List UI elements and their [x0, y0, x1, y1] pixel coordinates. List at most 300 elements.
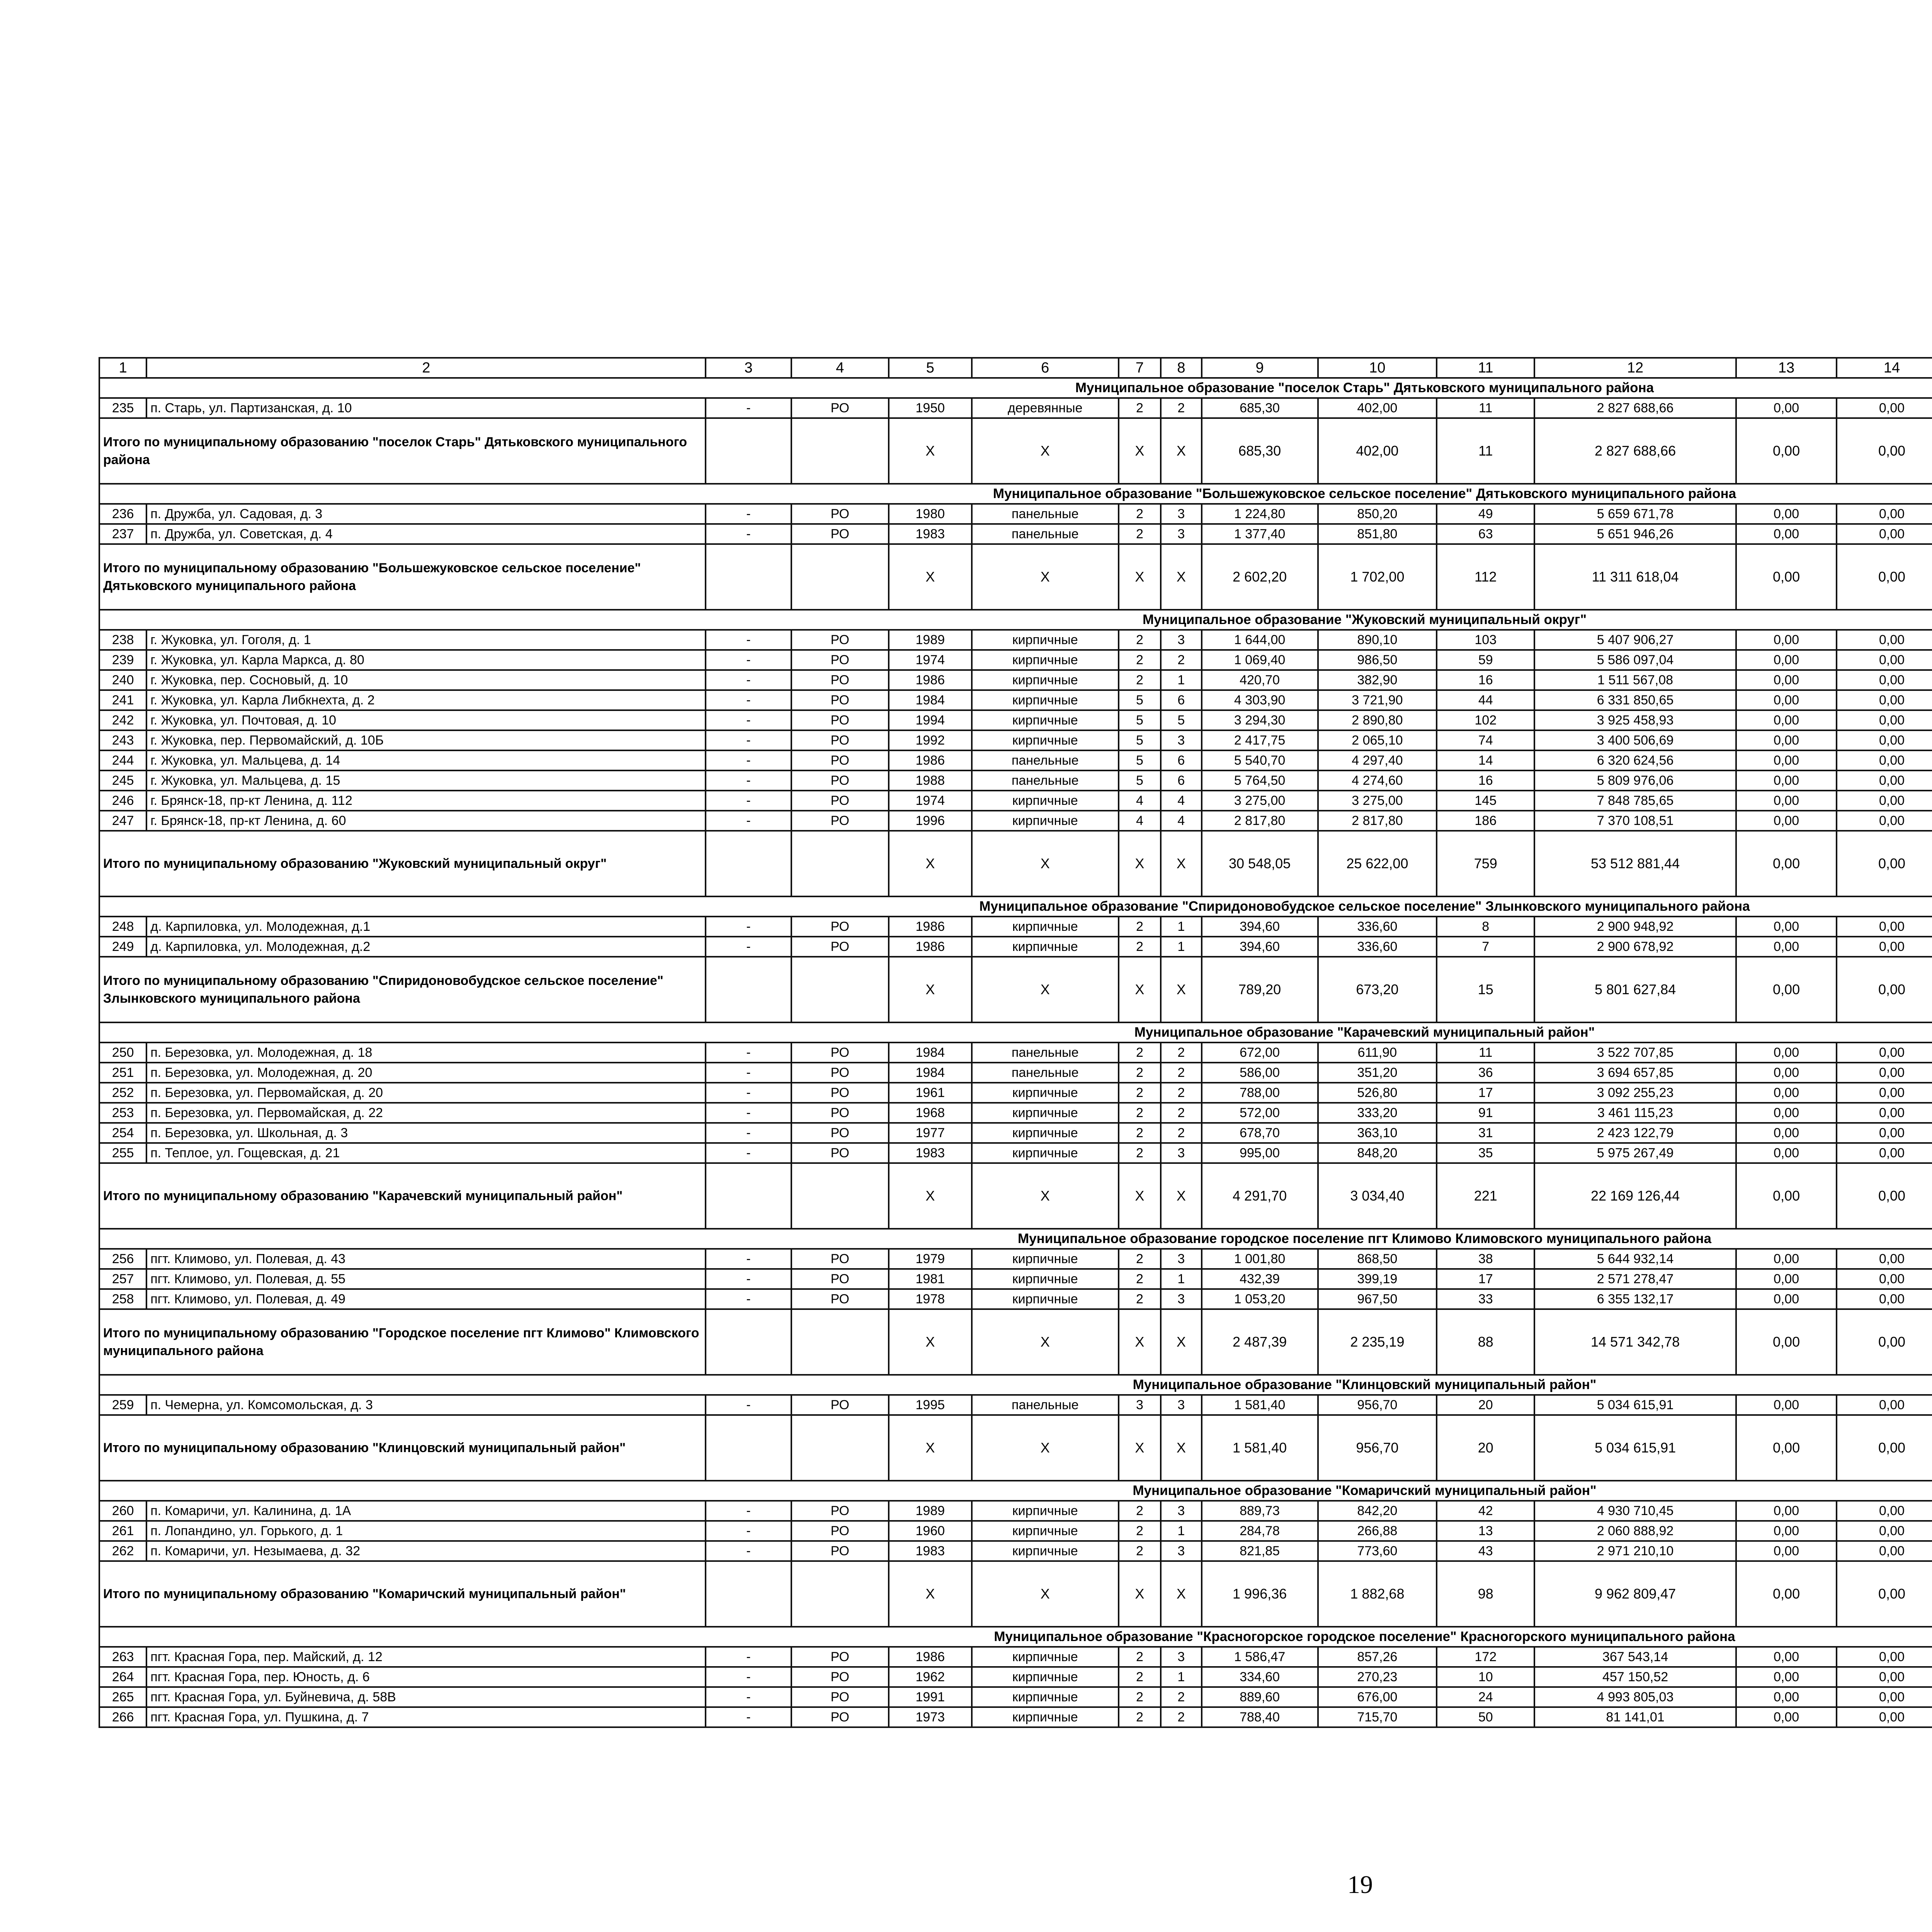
- column-number: 3: [706, 358, 791, 378]
- address-cell: пгт. Красная Гора, ул. Буйневича, д. 58В: [146, 1687, 706, 1707]
- table-row: [99, 917, 1932, 937]
- table-cell: 1996: [889, 811, 972, 831]
- table-cell: 260: [99, 1501, 146, 1521]
- table-cell: 2 890,80: [1318, 710, 1437, 730]
- table-cell: 1989: [889, 1501, 972, 1521]
- table-cell: 36: [1437, 1063, 1534, 1083]
- table-cell: 432,39: [1202, 1269, 1318, 1289]
- table-cell: 842,20: [1318, 1501, 1437, 1521]
- table-cell: 0,00: [1837, 650, 1932, 670]
- section-title: Муниципальное образование "Комаричский муниципальный район": [99, 1481, 1932, 1501]
- table-cell: 420,70: [1202, 670, 1318, 690]
- table-cell: РО: [791, 1123, 889, 1143]
- section-title-row: [99, 1375, 1932, 1395]
- table-row: [99, 690, 1932, 710]
- address-cell: г. Жуковка, ул. Мальцева, д. 14: [146, 750, 706, 770]
- total-label: Итого по муниципальному образованию "Клинцовский муниципальный район": [99, 1415, 706, 1481]
- table-cell: РО: [791, 690, 889, 710]
- total-cell: [791, 1561, 889, 1627]
- table-cell: 333,20: [1318, 1103, 1437, 1123]
- table-cell: -: [706, 730, 791, 750]
- table-cell: 0,00: [1736, 791, 1837, 811]
- table-cell: 16: [1437, 670, 1534, 690]
- total-cell: [706, 831, 791, 896]
- table-cell: РО: [791, 1541, 889, 1561]
- table-row: [99, 730, 1932, 750]
- total-cell: 0,00: [1736, 831, 1837, 896]
- total-cell: 88: [1437, 1309, 1534, 1375]
- table-cell: 2: [1119, 1707, 1161, 1727]
- total-cell: [706, 1163, 791, 1229]
- table-cell: 0,00: [1837, 670, 1932, 690]
- table-cell: 264: [99, 1667, 146, 1687]
- table-cell: РО: [791, 504, 889, 524]
- table-cell: 850,20: [1318, 504, 1437, 524]
- table-row: [99, 811, 1932, 831]
- section-title-row: [99, 1627, 1932, 1647]
- total-cell: X: [889, 1415, 972, 1481]
- total-cell: [706, 418, 791, 484]
- total-cell: 53 512 881,44: [1534, 831, 1736, 896]
- table-cell: 2 060 888,92: [1534, 1521, 1736, 1541]
- table-cell: 2 827 688,66: [1534, 398, 1736, 418]
- table-cell: 1986: [889, 937, 972, 957]
- table-cell: 986,50: [1318, 650, 1437, 670]
- table-row: [99, 1647, 1932, 1667]
- table-cell: -: [706, 1269, 791, 1289]
- housing-repair-table: [99, 357, 1932, 1728]
- table-row: [99, 398, 1932, 418]
- table-cell: 251: [99, 1063, 146, 1083]
- total-cell: X: [889, 831, 972, 896]
- table-cell: 2: [1119, 1249, 1161, 1269]
- table-cell: 236: [99, 504, 146, 524]
- table-cell: 3 275,00: [1318, 791, 1437, 811]
- table-cell: 44: [1437, 690, 1534, 710]
- table-body: [99, 358, 1932, 1727]
- column-number: 4: [791, 358, 889, 378]
- total-cell: X: [1161, 1309, 1201, 1375]
- table-cell: РО: [791, 1521, 889, 1541]
- table-cell: 4: [1119, 791, 1161, 811]
- table-cell: 3: [1161, 524, 1201, 544]
- column-number: 7: [1119, 358, 1161, 378]
- table-cell: 256: [99, 1249, 146, 1269]
- table-cell: кирпичные: [972, 1687, 1119, 1707]
- table-row: [99, 1395, 1932, 1415]
- table-row: [99, 770, 1932, 791]
- total-cell: 0,00: [1736, 1309, 1837, 1375]
- table-cell: РО: [791, 1143, 889, 1163]
- table-cell: 42: [1437, 1501, 1534, 1521]
- total-cell: 0,00: [1837, 957, 1932, 1022]
- total-cell: 9 962 809,47: [1534, 1561, 1736, 1627]
- table-cell: 1974: [889, 791, 972, 811]
- table-cell: 5 651 946,26: [1534, 524, 1736, 544]
- table-cell: 351,20: [1318, 1063, 1437, 1083]
- table-cell: 0,00: [1736, 504, 1837, 524]
- table-cell: 7 848 785,65: [1534, 791, 1736, 811]
- table-row: [99, 1043, 1932, 1063]
- table-cell: -: [706, 791, 791, 811]
- section-title-row: [99, 378, 1932, 398]
- table-row: [99, 504, 1932, 524]
- table-cell: 367 543,14: [1534, 1647, 1736, 1667]
- table-cell: 1968: [889, 1103, 972, 1123]
- total-cell: 0,00: [1837, 1415, 1932, 1481]
- table-cell: 91: [1437, 1103, 1534, 1123]
- total-cell: 98: [1437, 1561, 1534, 1627]
- section-title: Муниципальное образование "Большежуковское сельское поселение" Дятьковского муниципального района: [99, 484, 1932, 504]
- table-cell: РО: [791, 670, 889, 690]
- table-cell: 4 274,60: [1318, 770, 1437, 791]
- table-cell: РО: [791, 770, 889, 791]
- table-cell: 0,00: [1837, 1707, 1932, 1727]
- table-cell: 1986: [889, 1647, 972, 1667]
- total-cell: X: [972, 1163, 1119, 1229]
- table-cell: 261: [99, 1521, 146, 1541]
- table-cell: 0,00: [1837, 811, 1932, 831]
- table-cell: 258: [99, 1289, 146, 1309]
- page-number: 19: [1347, 1871, 1373, 1899]
- table-cell: -: [706, 1143, 791, 1163]
- table-cell: 336,60: [1318, 937, 1437, 957]
- table-cell: 0,00: [1837, 1083, 1932, 1103]
- table-cell: 336,60: [1318, 917, 1437, 937]
- total-cell: 0,00: [1736, 1163, 1837, 1229]
- total-cell: 0,00: [1837, 544, 1932, 610]
- total-label: Итого по муниципальному образованию "Жуковский муниципальный округ": [99, 831, 706, 896]
- table-cell: РО: [791, 398, 889, 418]
- table-cell: 3: [1161, 730, 1201, 750]
- table-cell: 2: [1119, 917, 1161, 937]
- total-cell: 759: [1437, 831, 1534, 896]
- table-cell: -: [706, 811, 791, 831]
- section-title-row: [99, 484, 1932, 504]
- table-cell: 1988: [889, 770, 972, 791]
- total-cell: X: [1119, 1415, 1161, 1481]
- table-cell: 363,10: [1318, 1123, 1437, 1143]
- total-row: [99, 544, 1932, 610]
- table-cell: 74: [1437, 730, 1534, 750]
- table-cell: 255: [99, 1143, 146, 1163]
- table-cell: 0,00: [1837, 630, 1932, 650]
- section-title-row: [99, 1022, 1932, 1043]
- table-cell: 857,26: [1318, 1647, 1437, 1667]
- table-cell: 0,00: [1736, 1707, 1837, 1727]
- table-cell: 0,00: [1837, 1521, 1932, 1541]
- table-cell: 1 586,47: [1202, 1647, 1318, 1667]
- table-cell: 2: [1119, 670, 1161, 690]
- table-cell: 172: [1437, 1647, 1534, 1667]
- total-label: Итого по муниципальному образованию "Городское поселение пгт Климово" Климовского муниципального района: [99, 1309, 706, 1375]
- total-cell: [791, 544, 889, 610]
- column-number-row: [99, 358, 1932, 378]
- table-cell: 1 069,40: [1202, 650, 1318, 670]
- section-title: Муниципальное образование "Карачевский муниципальный район": [99, 1022, 1932, 1043]
- table-cell: 685,30: [1202, 398, 1318, 418]
- table-cell: кирпичные: [972, 1501, 1119, 1521]
- section-title: Муниципальное образование "Клинцовский муниципальный район": [99, 1375, 1932, 1395]
- table-cell: панельные: [972, 1063, 1119, 1083]
- table-cell: 247: [99, 811, 146, 831]
- table-cell: 2: [1119, 1269, 1161, 1289]
- section-title-row: [99, 1229, 1932, 1249]
- table-cell: 967,50: [1318, 1289, 1437, 1309]
- address-cell: г. Жуковка, ул. Карла Маркса, д. 80: [146, 650, 706, 670]
- table-cell: 6 320 624,56: [1534, 750, 1736, 770]
- total-cell: [706, 1415, 791, 1481]
- table-cell: -: [706, 937, 791, 957]
- table-cell: 788,40: [1202, 1707, 1318, 1727]
- table-cell: 241: [99, 690, 146, 710]
- table-cell: 0,00: [1837, 1501, 1932, 1521]
- table-cell: 0,00: [1837, 1269, 1932, 1289]
- table-cell: -: [706, 1521, 791, 1541]
- table-cell: 611,90: [1318, 1043, 1437, 1063]
- table-cell: 0,00: [1736, 1395, 1837, 1415]
- table-cell: 50: [1437, 1707, 1534, 1727]
- table-cell: 0,00: [1736, 690, 1837, 710]
- table-cell: 526,80: [1318, 1083, 1437, 1103]
- total-cell: X: [889, 1309, 972, 1375]
- total-cell: 221: [1437, 1163, 1534, 1229]
- table-cell: 3 522 707,85: [1534, 1043, 1736, 1063]
- total-cell: X: [1119, 1309, 1161, 1375]
- table-row: [99, 650, 1932, 670]
- table-row: [99, 1289, 1932, 1309]
- total-cell: X: [1119, 831, 1161, 896]
- table-cell: 1 053,20: [1202, 1289, 1318, 1309]
- table-cell: 5 809 976,06: [1534, 770, 1736, 791]
- table-cell: РО: [791, 630, 889, 650]
- table-cell: -: [706, 917, 791, 937]
- table-cell: 43: [1437, 1541, 1534, 1561]
- table-cell: РО: [791, 1043, 889, 1063]
- table-cell: 49: [1437, 504, 1534, 524]
- table-cell: 2: [1119, 1043, 1161, 1063]
- table-row: [99, 630, 1932, 650]
- table-cell: 851,80: [1318, 524, 1437, 544]
- total-cell: [791, 1415, 889, 1481]
- total-cell: X: [972, 831, 1119, 896]
- total-cell: 15: [1437, 957, 1534, 1022]
- address-cell: п. Березовка, ул. Молодежная, д. 18: [146, 1043, 706, 1063]
- table-cell: 0,00: [1837, 1541, 1932, 1561]
- table-cell: 1 001,80: [1202, 1249, 1318, 1269]
- table-cell: 0,00: [1736, 937, 1837, 957]
- total-row: [99, 1561, 1932, 1627]
- address-cell: п. Старь, ул. Партизанская, д. 10: [146, 398, 706, 418]
- table-cell: 394,60: [1202, 917, 1318, 937]
- address-cell: п. Теплое, ул. Гощевская, д. 21: [146, 1143, 706, 1163]
- table-cell: 8: [1437, 917, 1534, 937]
- table-cell: 1986: [889, 670, 972, 690]
- table-cell: 263: [99, 1647, 146, 1667]
- total-cell: [706, 1561, 791, 1627]
- total-cell: 25 622,00: [1318, 831, 1437, 896]
- table-cell: 399,19: [1318, 1269, 1437, 1289]
- table-cell: 2: [1119, 524, 1161, 544]
- address-cell: г. Жуковка, пер. Сосновый, д. 10: [146, 670, 706, 690]
- table-cell: 2: [1161, 1103, 1201, 1123]
- table-cell: 2: [1161, 1707, 1201, 1727]
- address-cell: п. Березовка, ул. Школьная, д. 3: [146, 1123, 706, 1143]
- table-cell: 0,00: [1736, 1043, 1837, 1063]
- table-cell: 2 571 278,47: [1534, 1269, 1736, 1289]
- table-cell: 11: [1437, 1043, 1534, 1063]
- table-cell: 2: [1119, 1667, 1161, 1687]
- table-cell: 240: [99, 670, 146, 690]
- section-title: Муниципальное образование городское поселение пгт Климово Климовского муниципального района: [99, 1229, 1932, 1249]
- table-cell: 4 993 805,03: [1534, 1687, 1736, 1707]
- table-row: [99, 1687, 1932, 1707]
- section-title: Муниципальное образование "Жуковский муниципальный округ": [99, 610, 1932, 630]
- table-cell: 0,00: [1837, 1395, 1932, 1415]
- table-cell: 0,00: [1736, 1289, 1837, 1309]
- table-cell: 2: [1161, 1123, 1201, 1143]
- table-row: [99, 791, 1932, 811]
- table-cell: 2: [1161, 1063, 1201, 1083]
- table-cell: -: [706, 1395, 791, 1415]
- total-cell: X: [1119, 1561, 1161, 1627]
- table-cell: кирпичные: [972, 1083, 1119, 1103]
- total-cell: 956,70: [1318, 1415, 1437, 1481]
- table-cell: 0,00: [1837, 750, 1932, 770]
- total-cell: 0,00: [1736, 418, 1837, 484]
- table-cell: 0,00: [1736, 730, 1837, 750]
- table-row: [99, 524, 1932, 544]
- table-cell: 1: [1161, 1269, 1201, 1289]
- total-cell: 11 311 618,04: [1534, 544, 1736, 610]
- table-cell: 3 461 115,23: [1534, 1103, 1736, 1123]
- table-cell: кирпичные: [972, 1541, 1119, 1561]
- table-cell: -: [706, 1647, 791, 1667]
- table-cell: 1983: [889, 1143, 972, 1163]
- table-cell: 284,78: [1202, 1521, 1318, 1541]
- table-cell: 7: [1437, 937, 1534, 957]
- table-cell: кирпичные: [972, 630, 1119, 650]
- total-row: [99, 1163, 1932, 1229]
- table-cell: 1 644,00: [1202, 630, 1318, 650]
- total-cell: 112: [1437, 544, 1534, 610]
- table-cell: 0,00: [1837, 504, 1932, 524]
- table-cell: 239: [99, 650, 146, 670]
- address-cell: г. Жуковка, пер. Первомайский, д. 10Б: [146, 730, 706, 750]
- address-cell: п. Березовка, ул. Первомайская, д. 22: [146, 1103, 706, 1123]
- table-cell: 788,00: [1202, 1083, 1318, 1103]
- table-cell: 0,00: [1837, 791, 1932, 811]
- table-cell: 238: [99, 630, 146, 650]
- table-cell: РО: [791, 1269, 889, 1289]
- table-cell: -: [706, 1063, 791, 1083]
- table-cell: 248: [99, 917, 146, 937]
- total-cell: 20: [1437, 1415, 1534, 1481]
- table-cell: 11: [1437, 398, 1534, 418]
- column-number: 6: [972, 358, 1119, 378]
- table-cell: 4 303,90: [1202, 690, 1318, 710]
- table-cell: 0,00: [1736, 398, 1837, 418]
- table-cell: 0,00: [1736, 1667, 1837, 1687]
- table-cell: 5 586 097,04: [1534, 650, 1736, 670]
- table-cell: 889,60: [1202, 1687, 1318, 1707]
- table-cell: 4: [1119, 811, 1161, 831]
- table-cell: 1994: [889, 710, 972, 730]
- total-cell: X: [889, 1561, 972, 1627]
- table-cell: РО: [791, 1063, 889, 1083]
- table-cell: 0,00: [1736, 1143, 1837, 1163]
- column-number: 1: [99, 358, 146, 378]
- table-cell: панельные: [972, 770, 1119, 791]
- total-cell: X: [1161, 1415, 1201, 1481]
- table-cell: 2 900 948,92: [1534, 917, 1736, 937]
- table-cell: 254: [99, 1123, 146, 1143]
- table-cell: 1986: [889, 917, 972, 937]
- address-cell: пгт. Красная Гора, пер. Юность, д. 6: [146, 1667, 706, 1687]
- table-cell: 1983: [889, 524, 972, 544]
- table-cell: 2 817,80: [1318, 811, 1437, 831]
- table-cell: 2: [1119, 1647, 1161, 1667]
- total-cell: X: [889, 1163, 972, 1229]
- table-cell: 457 150,52: [1534, 1667, 1736, 1687]
- table-cell: панельные: [972, 524, 1119, 544]
- table-cell: 1960: [889, 1521, 972, 1541]
- total-cell: X: [972, 957, 1119, 1022]
- table-cell: 3: [1119, 1395, 1161, 1415]
- table-cell: 81 141,01: [1534, 1707, 1736, 1727]
- table-cell: 0,00: [1736, 1083, 1837, 1103]
- table-cell: РО: [791, 730, 889, 750]
- table-cell: 5: [1119, 690, 1161, 710]
- table-cell: 1980: [889, 504, 972, 524]
- table-cell: 1984: [889, 1063, 972, 1083]
- table-cell: 0,00: [1837, 1043, 1932, 1063]
- table-cell: 402,00: [1318, 398, 1437, 418]
- table-cell: 1: [1161, 917, 1201, 937]
- table-row: [99, 937, 1932, 957]
- table-cell: 1973: [889, 1707, 972, 1727]
- total-cell: 685,30: [1202, 418, 1318, 484]
- table-cell: 2: [1119, 1103, 1161, 1123]
- table-cell: РО: [791, 937, 889, 957]
- total-cell: 4 291,70: [1202, 1163, 1318, 1229]
- table-cell: 0,00: [1837, 690, 1932, 710]
- table-cell: 3 092 255,23: [1534, 1083, 1736, 1103]
- table-cell: -: [706, 1123, 791, 1143]
- table-cell: 0,00: [1837, 1123, 1932, 1143]
- table-cell: -: [706, 690, 791, 710]
- table-cell: 3: [1161, 1289, 1201, 1309]
- table-cell: 334,60: [1202, 1667, 1318, 1687]
- address-cell: п. Лопандино, ул. Горького, д. 1: [146, 1521, 706, 1541]
- table-cell: 2: [1161, 1043, 1201, 1063]
- table-cell: 0,00: [1736, 630, 1837, 650]
- table-cell: 257: [99, 1269, 146, 1289]
- total-label: Итого по муниципальному образованию "Комаричский муниципальный район": [99, 1561, 706, 1627]
- table-cell: панельные: [972, 504, 1119, 524]
- table-cell: 1950: [889, 398, 972, 418]
- total-cell: 5 034 615,91: [1534, 1415, 1736, 1481]
- table-cell: 31: [1437, 1123, 1534, 1143]
- table-cell: 3: [1161, 1501, 1201, 1521]
- table-cell: 868,50: [1318, 1249, 1437, 1269]
- total-cell: 0,00: [1837, 831, 1932, 896]
- table-row: [99, 1143, 1932, 1163]
- table-cell: кирпичные: [972, 690, 1119, 710]
- table-cell: кирпичные: [972, 730, 1119, 750]
- total-cell: X: [1161, 1561, 1201, 1627]
- table-cell: 1992: [889, 730, 972, 750]
